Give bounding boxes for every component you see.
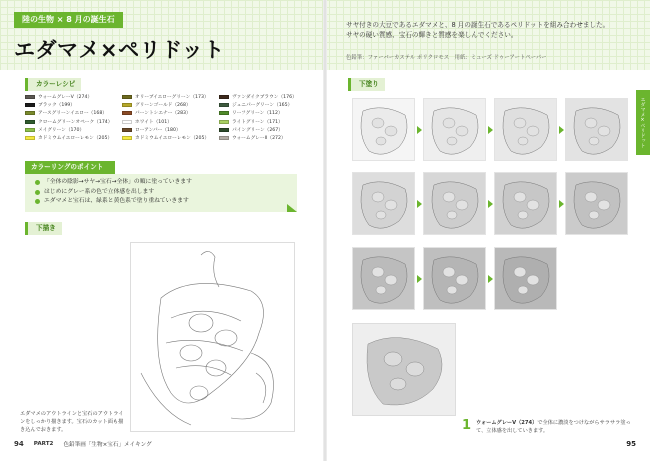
next-step-arrow-icon bbox=[488, 200, 493, 208]
step-pencil-name: ウォームグレーV（274） bbox=[476, 420, 538, 426]
color-swatch bbox=[25, 111, 35, 115]
palette-entry bbox=[219, 93, 297, 101]
palette-entry bbox=[219, 118, 297, 126]
color-swatch bbox=[219, 95, 229, 99]
part-title: 色鉛筆画「生物×宝石」メイキング bbox=[63, 442, 152, 448]
palette-entry-label: カドミウムイエローレモン（205） bbox=[38, 136, 113, 142]
progress-thumbnail bbox=[352, 172, 415, 235]
progress-thumbnail bbox=[352, 247, 415, 310]
intro-line-2: サヤの硬い質感、宝石の輝きと質感を楽しんでください。 bbox=[346, 31, 518, 39]
intro-text bbox=[346, 20, 636, 40]
color-swatch bbox=[122, 136, 132, 140]
color-swatch bbox=[25, 128, 35, 132]
palette-label: カラーレシピ bbox=[25, 78, 81, 91]
palette-entry bbox=[122, 109, 209, 117]
palette-entry bbox=[25, 134, 112, 142]
next-step-arrow-icon bbox=[559, 200, 564, 208]
progress-thumbnail bbox=[494, 247, 557, 310]
step-result-image bbox=[352, 323, 456, 416]
palette-entry bbox=[122, 126, 209, 134]
page-number-left: 94 bbox=[14, 440, 24, 448]
color-swatch bbox=[122, 103, 132, 107]
palette-entry bbox=[122, 93, 209, 101]
progress-thumbnail bbox=[565, 98, 628, 161]
step-text: で全体に濃淡をつけながらサラサラ塗って、立体感を出していきます。 bbox=[476, 420, 631, 434]
progress-thumbnail bbox=[423, 98, 486, 161]
palette-entry-label: リーフグリーン（112） bbox=[232, 111, 283, 117]
palette-entry-label: ライトグリーン（171） bbox=[232, 119, 283, 125]
bullet-icon bbox=[35, 190, 40, 195]
part-label: PART2 bbox=[33, 441, 54, 447]
next-step-arrow-icon bbox=[488, 275, 493, 283]
palette-entry bbox=[25, 126, 112, 134]
palette-entry-label: ウォームグレーV（274） bbox=[38, 95, 93, 101]
palette-entry-label: メイグリーン（170） bbox=[38, 127, 85, 133]
tip-item: はじめにグレー系の色で立体感を出します bbox=[35, 188, 287, 198]
next-step-arrow-icon bbox=[417, 200, 422, 208]
palette-entry bbox=[219, 109, 297, 117]
next-step-arrow-icon bbox=[417, 126, 422, 134]
steps-label: 下塗り bbox=[348, 78, 385, 91]
footer-left bbox=[14, 440, 152, 448]
palette-entry bbox=[25, 118, 112, 126]
color-swatch bbox=[219, 128, 229, 132]
palette-entry-label: ジュニパーグリーン（165） bbox=[232, 103, 293, 109]
series-tag: 陸の生物 × 8 月の誕生石 bbox=[14, 12, 123, 28]
step-description bbox=[476, 419, 636, 435]
color-palette bbox=[25, 93, 297, 150]
color-swatch bbox=[219, 136, 229, 140]
progress-thumbnail bbox=[565, 172, 628, 235]
color-swatch bbox=[219, 111, 229, 115]
color-swatch bbox=[25, 95, 35, 99]
side-index-tab: エダマメ×ペリドット bbox=[636, 90, 650, 155]
sketch-caption: エダマメのアウトラインと宝石のアウトラインをしっかり描きます。宝石のカット面も描き込んでおきます。 bbox=[20, 411, 124, 433]
palette-entry-label: ウォームグレーII（272） bbox=[232, 136, 286, 142]
palette-entry bbox=[219, 126, 297, 134]
progress-thumbnail bbox=[423, 247, 486, 310]
palette-entry bbox=[122, 118, 209, 126]
palette-column-3 bbox=[219, 93, 297, 142]
palette-entry-label: ローアンバー（180） bbox=[135, 127, 181, 133]
next-step-arrow-icon bbox=[488, 126, 493, 134]
page-number-right: 95 bbox=[626, 440, 636, 448]
color-swatch bbox=[122, 120, 132, 124]
palette-entry-label: アースグリーンイエロー（168） bbox=[38, 111, 107, 117]
palette-entry bbox=[219, 101, 297, 109]
color-swatch bbox=[122, 95, 132, 99]
palette-entry-label: グリーンゴールド（268） bbox=[135, 103, 191, 109]
palette-entry-label: バーントシエナー（283） bbox=[135, 111, 191, 117]
color-swatch bbox=[122, 128, 132, 132]
page-gutter bbox=[323, 0, 327, 461]
line-sketch-image bbox=[130, 242, 295, 432]
progress-thumbnail bbox=[494, 98, 557, 161]
palette-column-1 bbox=[25, 93, 112, 142]
next-step-arrow-icon bbox=[559, 126, 564, 134]
bullet-icon bbox=[35, 180, 40, 185]
palette-entry-label: クロームグリーンオペーク（174） bbox=[38, 119, 113, 125]
tips-box bbox=[25, 174, 297, 212]
color-swatch bbox=[25, 120, 35, 124]
page-title: エダマメ×ペリドット bbox=[14, 38, 225, 62]
palette-entry-label: パイングリーン（267） bbox=[232, 127, 283, 133]
shaded-edamame-drawing bbox=[353, 324, 456, 416]
palette-entry bbox=[219, 134, 297, 142]
sketch-label: 下描き bbox=[25, 222, 62, 235]
palette-entry-label: オリーブイエローグリーン（173） bbox=[135, 95, 209, 101]
palette-entry-label: ヴァンダイクブラウン（176） bbox=[232, 95, 297, 101]
tip-item: エダマメと宝石は、緑系と黄色系で塗り重ねていきます bbox=[35, 197, 287, 207]
palette-entry bbox=[25, 109, 112, 117]
color-swatch bbox=[219, 103, 229, 107]
tips-label: カラーリングのポイント bbox=[25, 161, 115, 174]
palette-entry bbox=[25, 93, 112, 101]
palette-entry-label: ブラック（199） bbox=[38, 103, 75, 109]
palette-entry bbox=[25, 101, 112, 109]
tips-corner-triangle bbox=[287, 204, 297, 212]
next-step-arrow-icon bbox=[417, 275, 422, 283]
materials-note: 色鉛筆：ファーバーカステル ポリクロモス 用紙：ミューズ ドゥーアートペーパー bbox=[346, 55, 547, 61]
bullet-icon bbox=[35, 199, 40, 204]
color-swatch bbox=[122, 111, 132, 115]
progress-thumbnail bbox=[352, 98, 415, 161]
color-swatch bbox=[25, 136, 35, 140]
tip-item: 「全体の陰影→サヤ→宝石→全体」の順に塗っていきます bbox=[35, 178, 287, 188]
palette-column-2 bbox=[122, 93, 209, 142]
palette-entry bbox=[122, 134, 209, 142]
color-swatch bbox=[25, 103, 35, 107]
progress-thumbnail bbox=[423, 172, 486, 235]
edamame-outline-drawing bbox=[131, 243, 296, 433]
palette-entry bbox=[122, 101, 209, 109]
palette-entry-label: カドミウムイエローレモン（205） bbox=[135, 136, 210, 142]
intro-line-1: サヤ付きの大豆であるエダマメと、8 月の誕生石であるペリドットを組み合わせました。 bbox=[346, 21, 610, 29]
color-swatch bbox=[219, 120, 229, 124]
step-number: 1 bbox=[462, 418, 472, 433]
progress-thumbnail bbox=[494, 172, 557, 235]
palette-entry-label: ホワイト（101） bbox=[135, 119, 172, 125]
